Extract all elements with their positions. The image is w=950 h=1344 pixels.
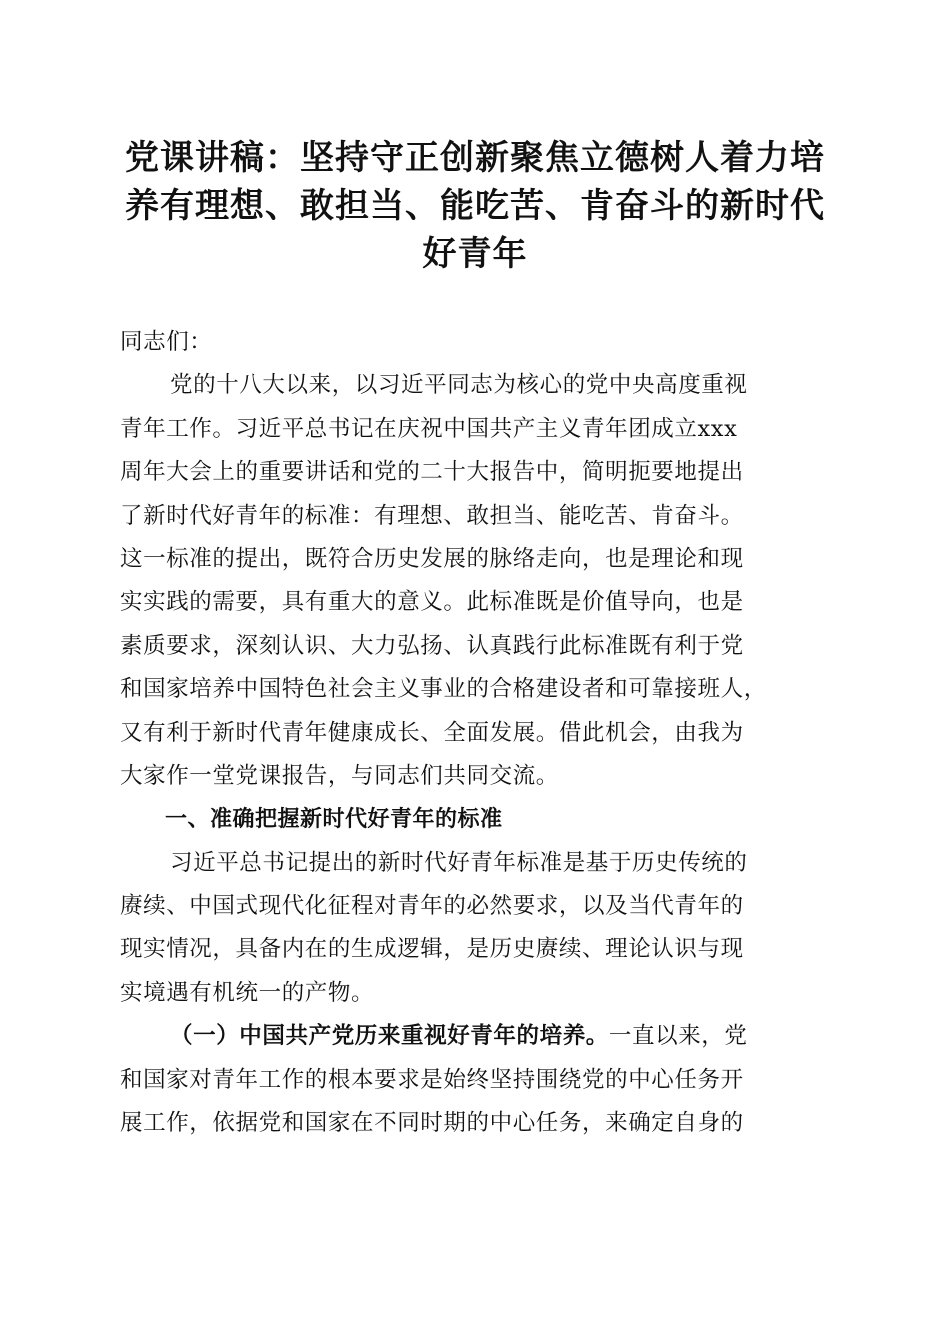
paragraph-line: 大家作一堂党课报告，与同志们共同交流。	[120, 762, 559, 789]
title-line: 党课讲稿：坚持守正创新聚焦立德树人着力培	[125, 138, 825, 178]
paragraph-line: 又有利于新时代青年健康成长、全面发展。借此机会，由我为	[120, 719, 744, 746]
document-body	[120, 321, 830, 1145]
salutation: 同志们：	[120, 329, 213, 355]
paragraph-line: 实境遇有机统一的产物。	[120, 979, 375, 1006]
paragraph-line: 素质要求，深刻认识、大力弘扬、认真践行此标准既有利于党	[120, 632, 744, 659]
paragraph-line: 习近平总书记提出的新时代好青年标准是基于历史传统的	[170, 849, 748, 876]
paragraph-line: 赓续、中国式现代化征程对青年的必然要求，以及当代青年的	[120, 893, 744, 920]
document-title	[112, 134, 838, 278]
paragraph-line	[120, 1015, 830, 1058]
title-line: 养有理想、敢担当、能吃苦、肯奋斗的新时代	[125, 186, 825, 226]
paragraph-line: 和国家培养中国特色社会主义事业的合格建设者和可靠接班人，	[120, 676, 767, 703]
title-line: 好青年	[422, 234, 528, 274]
paragraph-line: 现实情况，具备内在的生成逻辑，是历史赓续、理论认识与现	[120, 936, 744, 963]
paragraph-line: 了新时代好青年的标准：有理想、敢担当、能吃苦、肯奋斗。	[120, 502, 744, 529]
paragraph-line: 周年大会上的重要讲话和党的二十大报告中，简明扼要地提出	[120, 459, 744, 486]
paragraph-line: 展工作，依据党和国家在不同时期的中心任务，来确定自身的	[120, 1110, 744, 1137]
subsection-heading: （一）中国共产党历来重视好青年的培养。	[170, 1023, 609, 1050]
paragraph-line: 党的十八大以来，以习近平同志为核心的党中央高度重视	[170, 372, 748, 399]
paragraph-line: 这一标准的提出，既符合历史发展的脉络走向，也是理论和现	[120, 545, 744, 572]
paragraph-text: 一直以来，党	[608, 1023, 748, 1050]
paragraph-line: 实实践的需要，具有重大的意义。此标准既是价值导向，也是	[120, 589, 744, 616]
paragraph-line: 青年工作。习近平总书记在庆祝中国共产主义青年团成立xxx	[120, 415, 738, 442]
paragraph-line: 和国家对青年工作的根本要求是始终坚持围绕党的中心任务开	[120, 1066, 744, 1093]
section-heading: 一、准确把握新时代好青年的标准	[165, 807, 503, 833]
